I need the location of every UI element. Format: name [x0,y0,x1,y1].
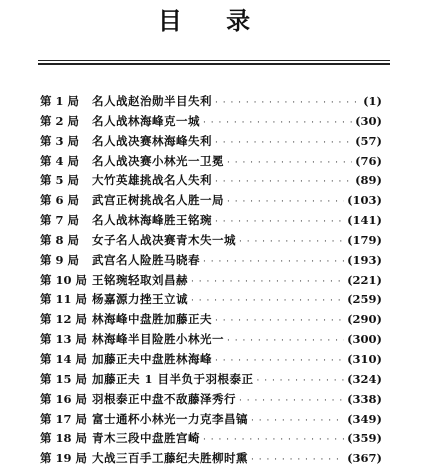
toc-entry[interactable] [40,152,382,172]
toc-entry[interactable] [40,191,382,211]
toc-entry-number: 第 10 局 [40,272,88,287]
dot-leader [251,451,344,471]
toc-entry-number: 第 11 局 [40,292,88,307]
toc-entry-page: (367) [347,451,382,466]
toc-entry-page: (76) [355,153,382,168]
toc-entry-title: 女子名人战决赛青木失一城 [92,232,236,247]
toc-entry-page: (324) [347,371,382,386]
toc-entry-title: 林海峰中盘胜加藤正夫 [92,312,212,327]
toc-entry[interactable] [40,251,382,271]
toc-entry-page: (310) [347,351,382,366]
title-rule-thick [38,63,390,65]
toc-entry-title: 名人战林海峰克一城 [92,113,200,128]
table-of-contents [40,92,382,469]
toc-entry[interactable] [40,171,382,191]
dot-leader [227,193,344,213]
toc-entry-title: 羽根泰正中盘不敌藤泽秀行 [92,391,236,406]
toc-entry-number: 第 17 局 [40,411,88,426]
toc-entry-number: 第 18 局 [40,431,88,446]
toc-entry[interactable] [40,410,382,430]
toc-entry-title: 大竹英雄挑战名人失利 [92,173,212,188]
toc-entry-page: (57) [355,133,382,148]
dot-leader [215,173,352,193]
toc-entry-number: 第 16 局 [40,391,88,406]
toc-entry[interactable] [40,112,382,132]
dot-leader [257,372,345,392]
toc-entry-page: (89) [355,173,382,188]
dot-leader [239,392,344,412]
toc-entry-number: 第 13 局 [40,332,88,347]
toc-entry-number: 第 3 局 [40,133,80,148]
dot-leader [203,253,344,273]
toc-entry[interactable] [40,271,382,291]
toc-entry-title: 大战三百手工藤纪夫胜柳时熏 [92,451,248,466]
toc-entry-page: (338) [347,391,382,406]
toc-entry[interactable] [40,429,382,449]
dot-leader [227,332,344,352]
dot-leader [191,292,344,312]
toc-entry-page: (141) [347,213,382,228]
page-title: 目 录 [157,6,269,35]
toc-entry-page: (30) [355,113,382,128]
toc-entry-number: 第 2 局 [40,113,80,128]
toc-entry-title: 富士通杯小林光一力克李昌镐 [92,411,248,426]
dot-leader [203,114,352,134]
toc-entry-page: (290) [347,312,382,327]
toc-entry-page: (103) [347,193,382,208]
toc-entry[interactable] [40,290,382,310]
toc-entry-title: 武宫名人险胜马晓春 [92,252,200,267]
toc-entry-number: 第 1 局 [40,94,80,108]
title-rule-thin [38,60,390,61]
toc-entry-title: 加藤正夫 1 目半负于羽根泰正 [92,371,254,386]
toc-entry-number: 第 15 局 [40,371,88,386]
toc-entry-title: 杨嘉源力挫王立诚 [92,292,188,307]
toc-entry-page: (259) [347,292,382,307]
toc-entry-number: 第 12 局 [40,312,88,327]
toc-entry[interactable] [40,310,382,330]
toc-entry-number: 第 5 局 [40,173,80,188]
toc-entry-number: 第 9 局 [40,252,80,267]
toc-entry-title: 林海峰半目险胜小林光一 [92,332,224,347]
toc-entry-title: 武宫正树挑战名人胜一局 [92,193,224,208]
toc-entry-title: 名人战决赛林海峰失利 [92,133,212,148]
dot-leader [215,94,360,114]
toc-entry-number: 第 14 局 [40,351,88,366]
toc-entry-title: 名人战林海峰胜王铭琬 [92,213,212,228]
toc-entry[interactable] [40,330,382,350]
toc-entry-number: 第 8 局 [40,232,80,247]
dot-leader [239,233,344,253]
toc-entry-title: 加藤正夫中盘胜林海峰 [92,351,212,366]
dot-leader [191,273,344,293]
toc-entry-page: (359) [347,431,382,446]
toc-entry-title: 青木三段中盘胜宫崎 [92,431,200,446]
dot-leader [215,312,344,332]
toc-entry[interactable] [40,132,382,152]
toc-entry-title: 名人战赵治勋半目失利 [92,94,212,108]
toc-entry[interactable] [40,449,382,469]
toc-entry-page: (1) [363,94,382,108]
toc-entry[interactable] [40,350,382,370]
toc-entry-title: 名人战决赛小林光一卫冕 [92,153,224,168]
toc-entry-title: 王铭琬轻取刘昌赫 [92,272,188,287]
toc-entry-number: 第 19 局 [40,451,88,466]
toc-entry[interactable] [40,211,382,231]
dot-leader [251,412,344,432]
dot-leader [227,154,352,174]
toc-entry-page: (300) [347,332,382,347]
toc-entry-page: (349) [347,411,382,426]
toc-entry-page: (221) [347,272,382,287]
toc-entry-number: 第 7 局 [40,213,80,228]
toc-entry[interactable] [40,92,382,112]
toc-entry-page: (179) [347,232,382,247]
toc-entry-page: (193) [347,252,382,267]
toc-entry[interactable] [40,231,382,251]
toc-entry[interactable] [40,390,382,410]
dot-leader [215,134,352,154]
toc-entry[interactable] [40,370,382,390]
toc-entry-number: 第 6 局 [40,193,80,208]
toc-entry-number: 第 4 局 [40,153,80,168]
